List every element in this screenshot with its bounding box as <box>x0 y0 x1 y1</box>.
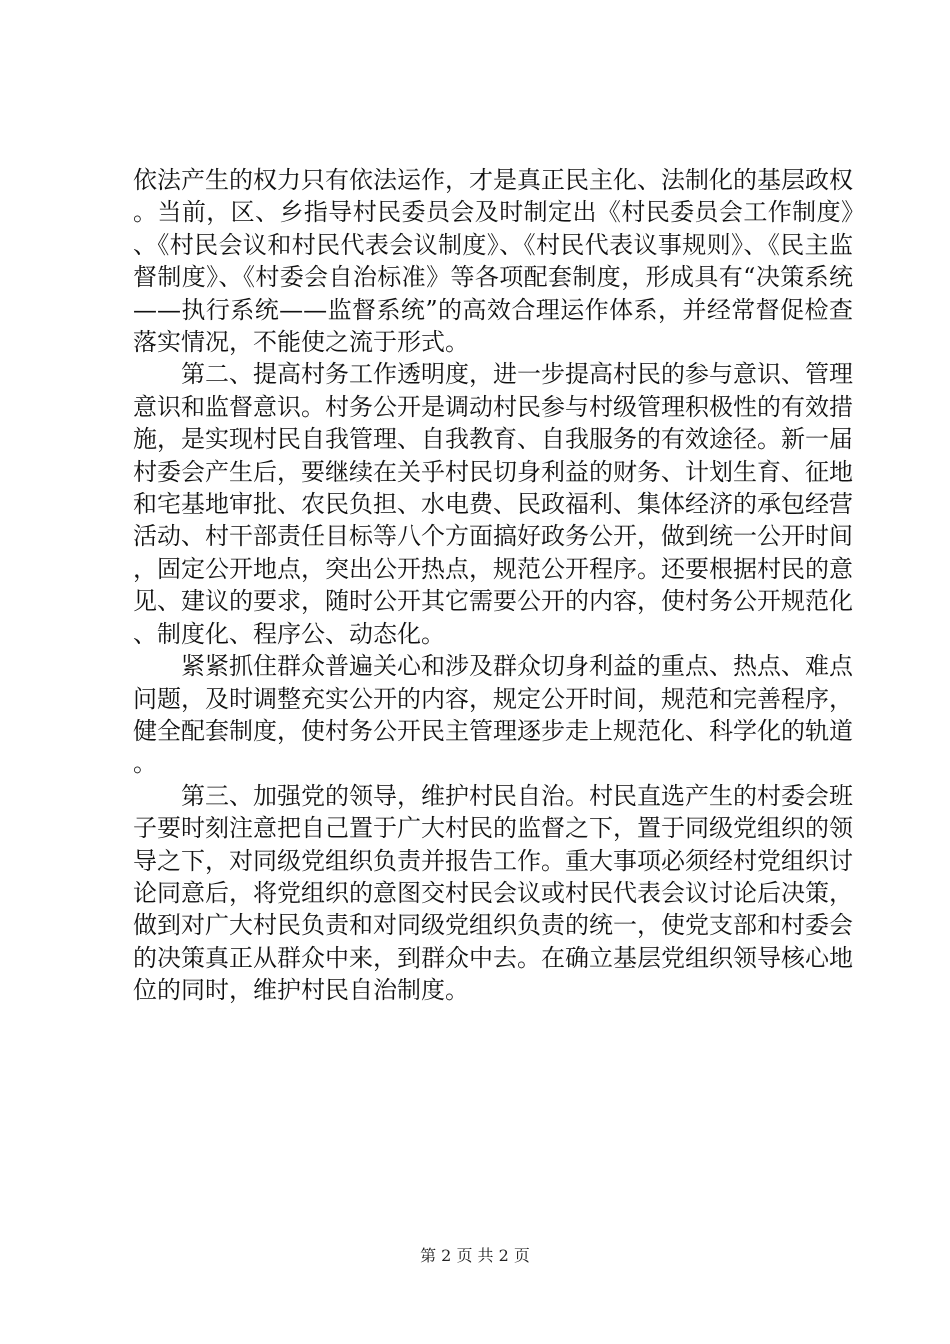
paragraph-1: 依法产生的权力只有依法运作，才是真正民主化、法制化的基层政权。当前，区、乡指导村民委员会及时制定出《村民委员会工作制度》、《村民会议和村民代表会议制度》、《村民代表议事规则》、《民主监督制度》、《村委会自治标准》等各项配套制度，形成具有“决策系统——执行系统——监督系统”的高效合理运作体系，并经常督促检查落实情况，不能使之流于形式。 <box>133 166 853 357</box>
paragraph-2: 第二、提高村务工作透明度，进一步提高村民的参与意识、管理意识和监督意识。村务公开是调动村民参与村级管理积极性的有效措施，是实现村民自我管理、自我教育、自我服务的有效途径。新一届村委会产生后，要继续在关乎村民切身利益的财务、计划生育、征地和宅基地审批、农民负担、水电费、民政福利、集体经济的承包经营活动、村干部责任目标等八个方面搞好政务公开，做到统一公开时间，固定公开地点，突出公开热点，规范公开程序。还要根据村民的意见、建议的要求，随时公开其它需要公开的内容，使村务公开规范化、制度化、程序公、动态化。 <box>133 360 853 648</box>
body-text <box>133 164 853 1007</box>
page-footer <box>0 1246 950 1266</box>
page-number-label: 第 2 页 共 2 页 <box>420 1246 530 1265</box>
paragraph-3: 紧紧抓住群众普遍关心和涉及群众切身利益的重点、热点、难点问题，及时调整充实公开的内容，规定公开时间，规范和完善程序，健全配套制度，使村务公开民主管理逐步走上规范化、科学化的轨道。 <box>133 652 853 778</box>
paragraph-4: 第三、加强党的领导，维护村民自治。村民直选产生的村委会班子要时刻注意把自己置于广大村民的监督之下，置于同级党组织的领导之下，对同级党组织负责并报告工作。重大事项必须经村党组织讨论同意后，将党组织的意图交村民会议或村民代表会议讨论后决策，做到对广大村民负责和对同级党组织负责的统一，使党支部和村委会的决策真正从群众中来，到群众中去。在确立基层党组织领导核心地位的同时，维护村民自治制度。 <box>133 781 853 1005</box>
